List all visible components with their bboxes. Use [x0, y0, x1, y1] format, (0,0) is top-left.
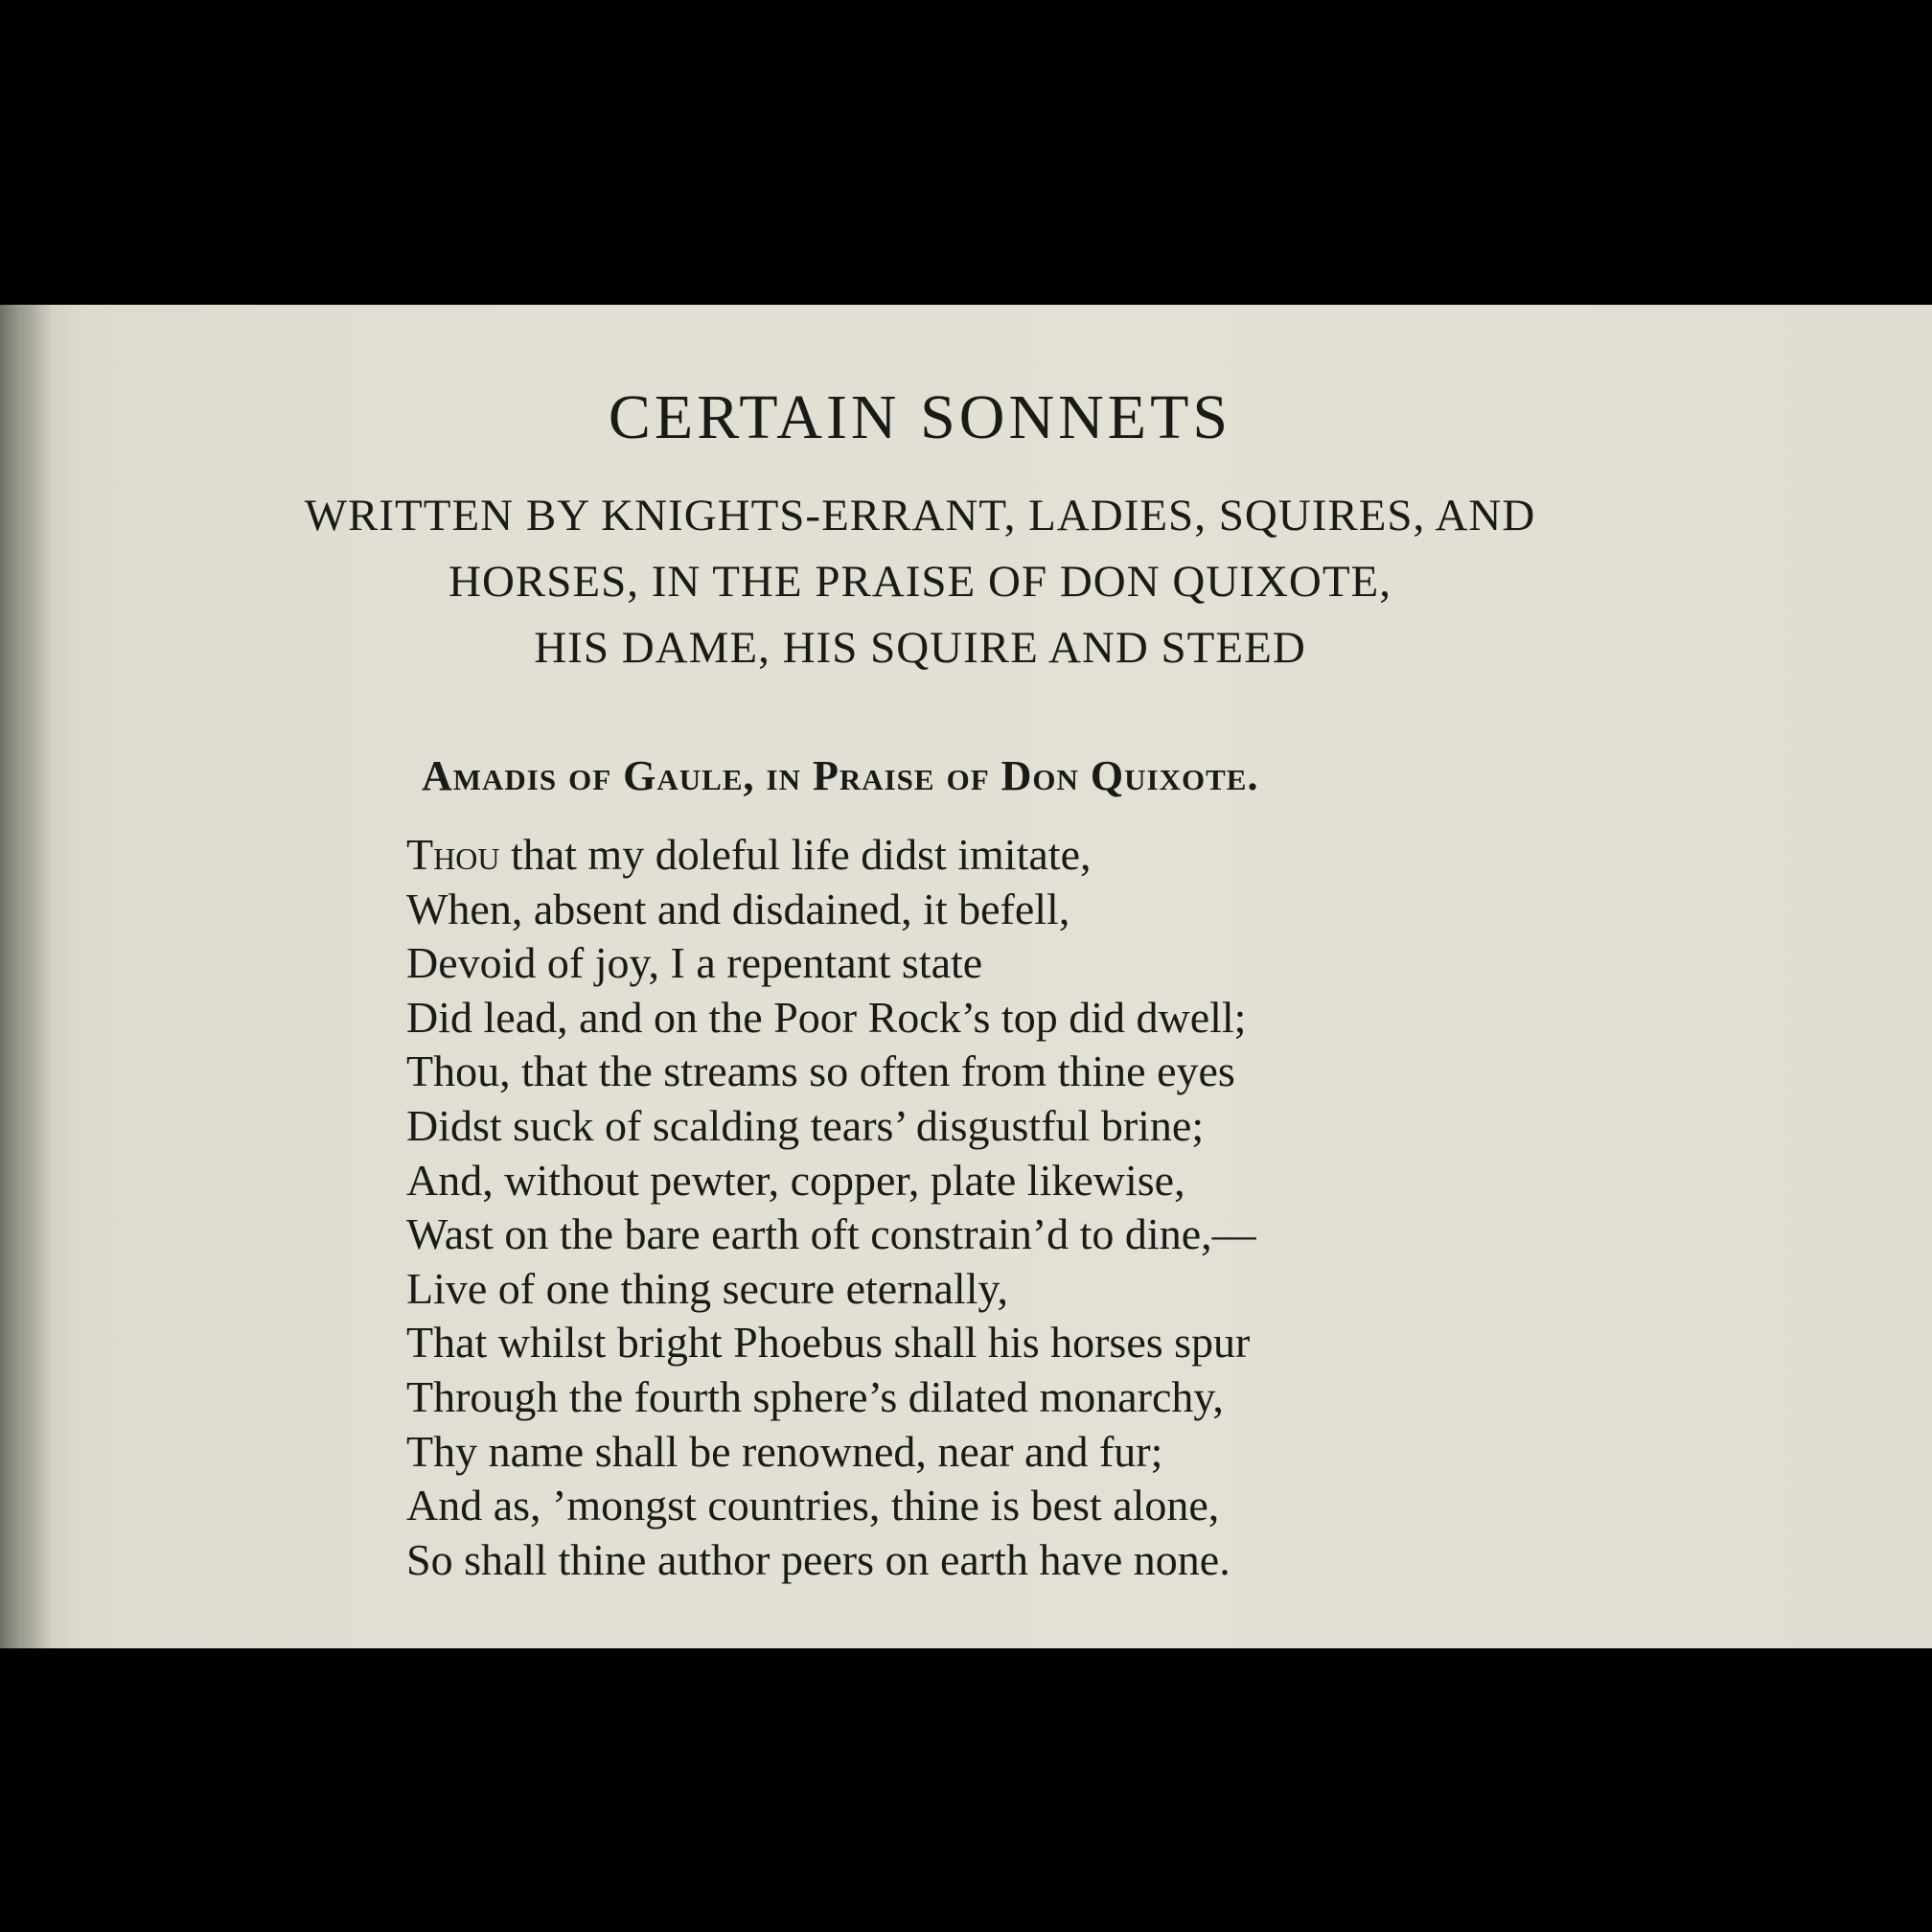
poem-first-word: Thou — [406, 830, 500, 879]
poem-first-line-rest: that my doleful life didst imitate, — [499, 830, 1092, 879]
page-subtitle — [144, 483, 1696, 681]
poem-line: And as, ’mongst countries, thine is best alone, — [406, 1481, 1220, 1530]
poem-line: Through the fourth sphere’s dilated monarchy, — [406, 1371, 1224, 1421]
poem-line: Didst suck of scalding tears’ disgustful brine; — [406, 1100, 1205, 1150]
poem-line: And, without pewter, copper, plate likewise, — [406, 1155, 1185, 1205]
subtitle-line-3: HIS DAME, HIS SQUIRE AND STEED — [534, 623, 1306, 673]
poem-line: Live of one thing secure eternally, — [406, 1263, 1008, 1313]
page-title: CERTAIN SONNETS — [608, 382, 1232, 452]
subtitle-line-1: WRITTEN BY KNIGHTS-ERRANT, LADIES, SQUIRES, AND — [304, 491, 1536, 540]
subtitle-line-2: HORSES, IN THE PRAISE OF DON QUIXOTE, — [448, 557, 1392, 607]
poem-line: Did lead, and on the Poor Rock’s top did dwell; — [406, 992, 1247, 1042]
book-page — [0, 305, 1932, 1648]
poem-line: Devoid of joy, I a repentant state — [406, 938, 983, 988]
poem-line: Wast on the bare earth oft constrain’d to dine,— — [406, 1209, 1256, 1259]
poem-line: Thy name shall be renowned, near and fur; — [406, 1426, 1163, 1476]
poem-line: Thou, that the streams so often from thine eyes — [406, 1046, 1235, 1096]
sonnet-heading: Amadis of Gaule, in Praise of Don Quixote. — [422, 752, 1259, 799]
page-gutter-shadow — [0, 305, 52, 1648]
poem-line — [406, 828, 1556, 883]
poem-line: That whilst bright Phoebus shall his horses spur — [406, 1318, 1251, 1368]
sonnet-text — [406, 828, 1556, 1587]
poem-line: So shall thine author peers on earth have none. — [406, 1534, 1230, 1584]
poem-line: When, absent and disdained, it befell, — [406, 884, 1070, 933]
